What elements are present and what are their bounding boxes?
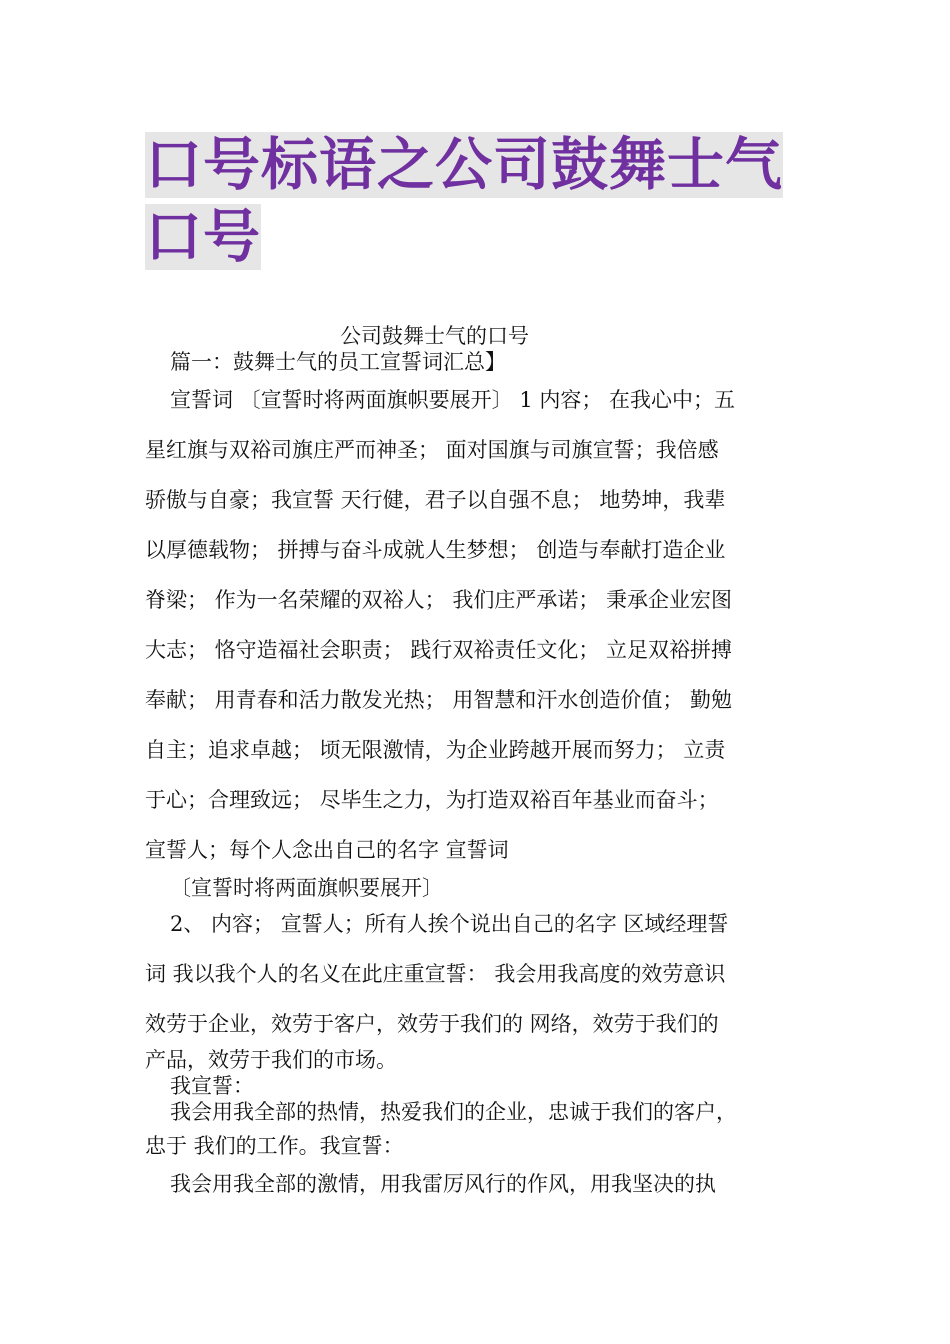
paragraph-line: 篇一：鼓舞士气的员工宣誓词汇总】 [170,350,506,374]
document-title [145,132,815,270]
subtitle: 公司鼓舞士气的口号 [340,324,529,348]
title-line-2: 口号 [145,204,261,270]
paragraph-line: 〔宣誓时将两面旗帜要展开〕 [170,876,443,900]
paragraph-line: 骄傲与自豪；我宣誓 天行健，君子以自强不息； 地势坤，我辈 [145,488,726,512]
paragraph-line: 以厚德载物； 拼搏与奋斗成就人生梦想； 创造与奉献打造企业 [145,538,726,562]
paragraph-line: 产品，效劳于我们的市场。 [145,1048,397,1072]
paragraph-line: 于心；合理致远； 尽毕生之力，为打造双裕百年基业而奋斗； [145,788,719,812]
paragraph-line: 效劳于企业，效劳于客户，效劳于我们的 网络，效劳于我们的 [145,1012,719,1036]
paragraph-line: 忠于 我们的工作。我宣誓： [145,1134,404,1158]
paragraph-line: 我会用我全部的热情，热爱我们的企业，忠诚于我们的客户， [170,1100,737,1124]
paragraph-line: 我宣誓： [170,1074,254,1098]
paragraph-line: 宣誓人；每个人念出自己的名字 宣誓词 [145,838,509,862]
paragraph-line: 奉献； 用青春和活力散发光热； 用智慧和汗水创造价值； 勤勉 [145,688,733,712]
paragraph-line: 2、 内容； 宣誓人；所有人挨个说出自己的名字 区域经理誓 [170,912,729,936]
paragraph-line: 宣誓词 〔宣誓时将两面旗帜要展开〕 1 内容； 在我心中；五 [170,388,736,412]
paragraph-line: 脊梁； 作为一名荣耀的双裕人； 我们庄严承诺； 秉承企业宏图 [145,588,733,612]
paragraph-line: 大志； 恪守造福社会职责； 践行双裕责任文化； 立足双裕拼搏 [145,638,733,662]
paragraph-line: 词 我以我个人的名义在此庄重宣誓： 我会用我高度的效劳意识 [145,962,726,986]
paragraph-line: 自主；追求卓越； 顷无限激情，为企业跨越开展而努力； 立责 [145,738,726,762]
paragraph-line: 我会用我全部的激情，用我雷厉风行的作风，用我坚决的执 [170,1172,716,1196]
paragraph-line: 星红旗与双裕司旗庄严而神圣； 面对国旗与司旗宣誓；我倍感 [145,438,719,462]
title-line-1: 口号标语之公司鼓舞士气 [145,132,783,198]
